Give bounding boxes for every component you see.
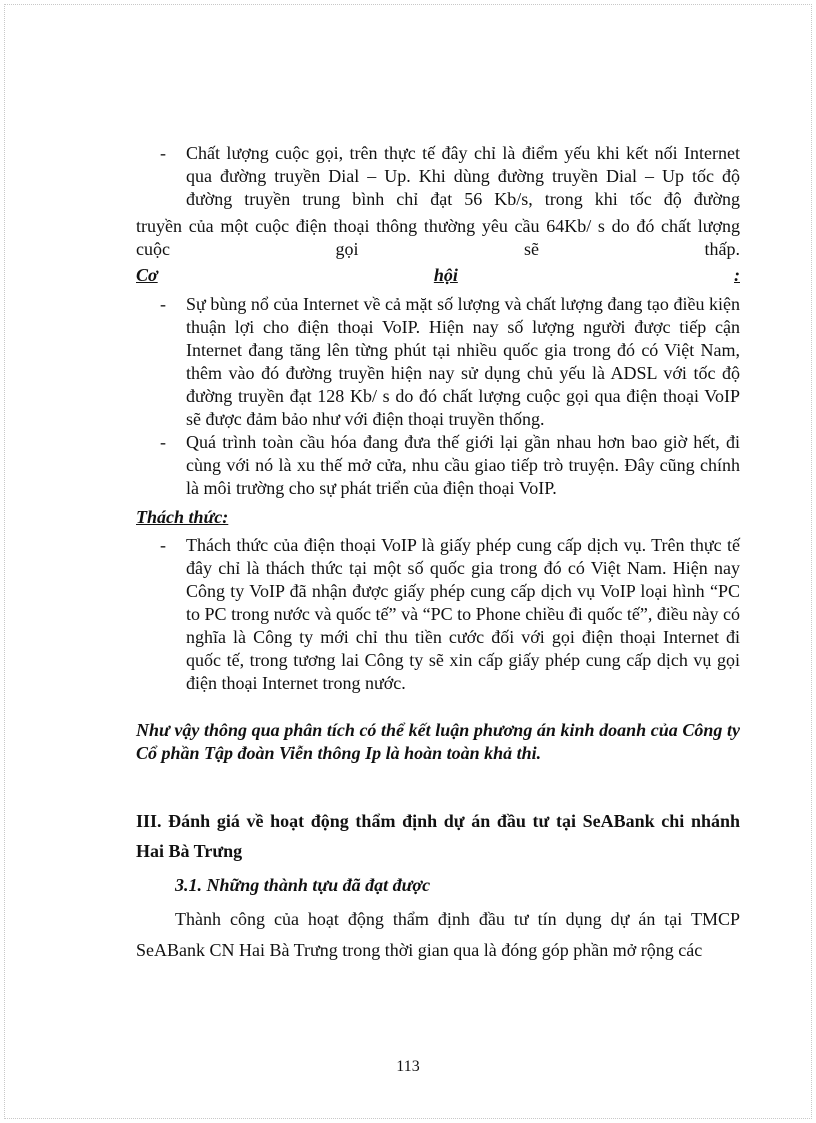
- opportunity-heading-word-2: hội: [433, 265, 458, 285]
- weakness-bullet: [160, 142, 740, 211]
- challenge-bullet-1-text: Thách thức của điện thoại VoIP là giấy phép cung cấp dịch vụ. Trên thực tế đây chỉ là thách thức tại một số quốc gia trong đó có Việt Nam. Hiện nay Công ty VoIP đã nhận được giấy phép cung cấp dịch vụ VoIP loại hình “PC to PC trong nước và quốc tế” và “PC to Phone chiều đi quốc tế”, điều này có nghĩa là Công ty mới chỉ thu tiền cước đối với gọi điện thoại Internet đi quốc tế, trong tương lai Công ty sẽ xin cấp giấy phép cung cấp dịch vụ gọi điện thoại Internet trong nước.: [186, 535, 740, 693]
- bullet-dash: -: [160, 143, 166, 163]
- subsection-title: 3.1. Những thành tựu đã đạt được: [175, 875, 431, 895]
- section-title: III. Đánh giá về hoạt động thẩm định dự án đầu tư tại SeABank chi nhánh Hai Bà Trưng: [136, 811, 740, 861]
- weakness-bullet-text: Chất lượng cuộc gọi, trên thực tế đây chỉ là điểm yếu khi kết nối Internet qua đường truyền Dial – Up. Khi dùng đường truyền Dial – Up tốc độ đường truyền trung bình chỉ đạt 56 Kb/s, trong khi tốc độ đường: [186, 143, 740, 209]
- bullet-dash: -: [160, 535, 166, 555]
- page-number: 113: [396, 1058, 420, 1075]
- bullet-dash: -: [160, 294, 166, 314]
- conclusion-paragraph: Như vậy thông qua phân tích có thể kết luận phương án kinh doanh của Công ty Cổ phần Tập đoàn Viễn thông Ip là hoàn toàn khả thi.: [136, 720, 740, 763]
- opportunity-bullet-1: [160, 293, 740, 431]
- weakness-continuation: truyền của một cuộc điện thoại thông thường yêu cầu 64Kb/ s do đó chất lượng cuộc gọi sẽ thấp.: [136, 216, 740, 259]
- opportunity-heading-word-1: Cơ: [136, 265, 158, 285]
- challenge-bullet-1: [160, 534, 740, 695]
- opportunity-heading: [136, 264, 740, 287]
- body-paragraph: Thành công của hoạt động thẩm định đầu tư tín dụng dự án tại TMCP SeABank CN Hai Bà Trưng trong thời gian qua là đóng góp phần mở rộng các: [136, 909, 740, 960]
- opportunity-bullet-1-text: Sự bùng nổ của Internet về cả mặt số lượng và chất lượng đang tạo điều kiện thuận lợi cho điện thoại VoIP. Hiện nay số lượng người được tiếp cận Internet đang tăng lên từng phút tại nhiều quốc gia trong đó có Việt Nam, thêm vào đó đường truyền hiện nay sử dụng chủ yếu là ADSL với tốc độ đường truyền đạt 128 Kb/ s do đó chất lượng cuộc gọi qua điện thoại VoIP sẽ được đảm bảo như với điện thoại truyền thống.: [186, 294, 740, 429]
- opportunity-bullet-2-text: Quá trình toàn cầu hóa đang đưa thế giới lại gần nhau hơn bao giờ hết, đi cùng với nó là xu thế mở cửa, nhu cầu giao tiếp trò truyện. Đây cũng chính là môi trường cho sự phát triển của điện thoại VoIP.: [186, 432, 740, 498]
- opportunity-heading-colon: :: [734, 265, 740, 285]
- challenge-heading: Thách thức:: [136, 507, 229, 527]
- bullet-dash: -: [160, 432, 166, 452]
- opportunity-bullet-2: [160, 431, 740, 500]
